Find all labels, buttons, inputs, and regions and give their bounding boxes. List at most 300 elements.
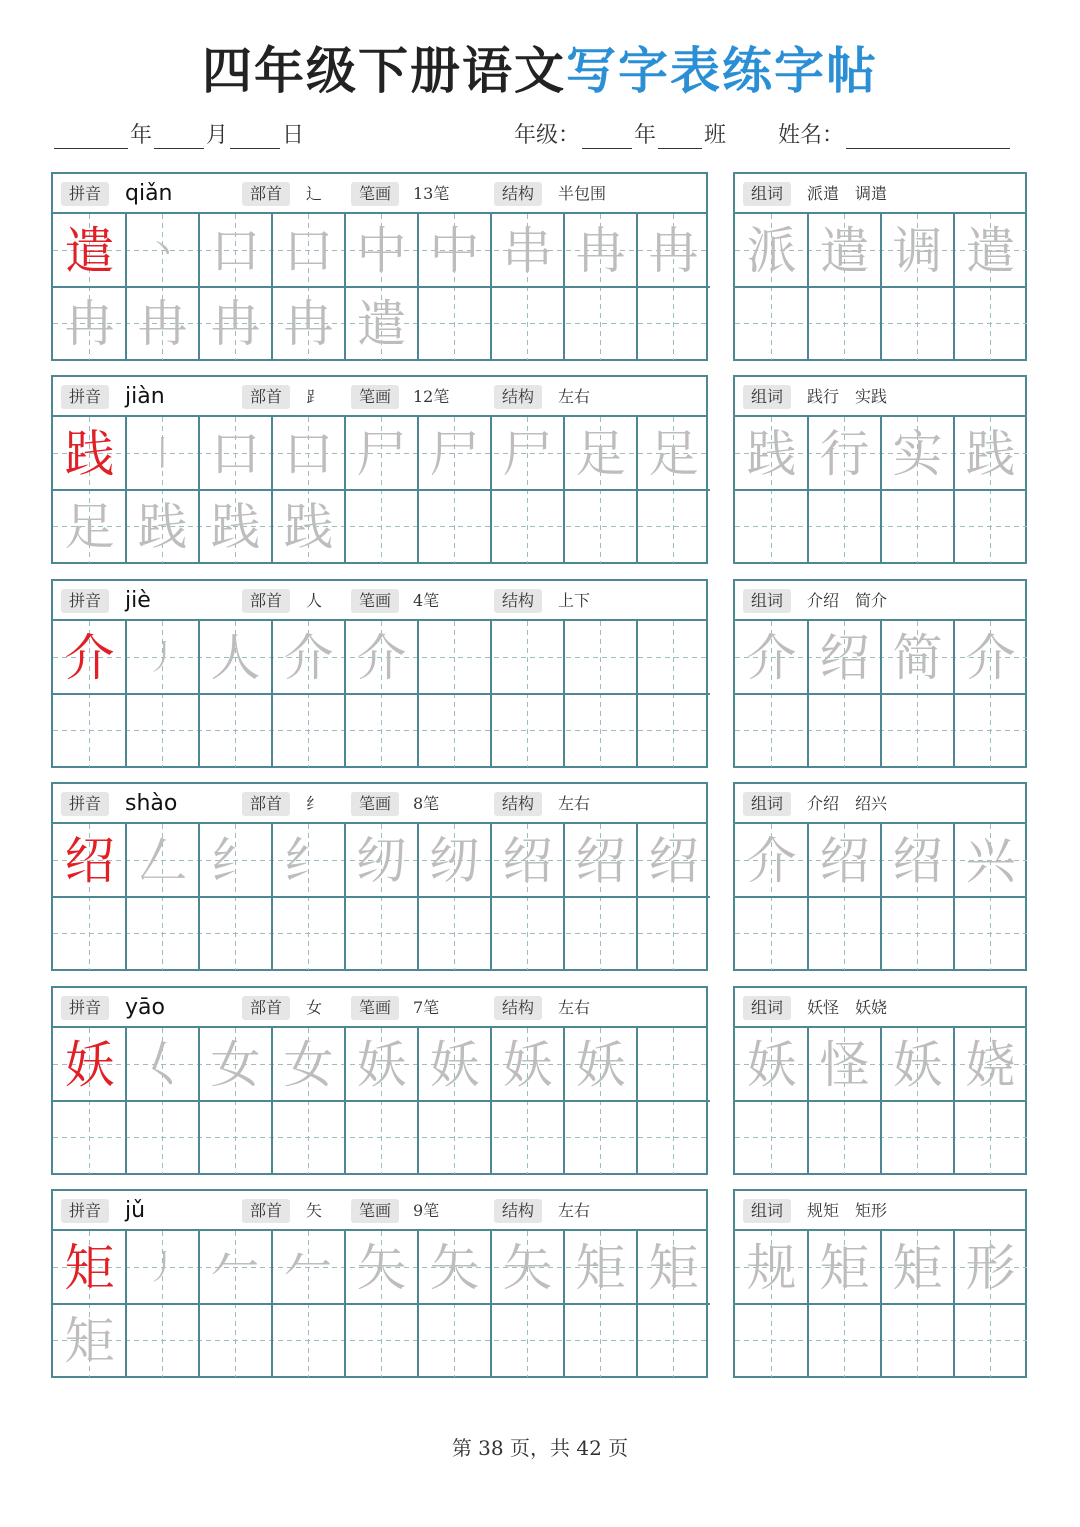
empty-writing-cell[interactable] xyxy=(53,897,126,970)
empty-writing-cell[interactable] xyxy=(418,694,491,767)
stroke-step-cell[interactable] xyxy=(418,214,491,287)
word-trace-cell[interactable] xyxy=(735,1028,808,1101)
words-value: 介绍 绍兴 xyxy=(807,794,888,813)
strokes-value: 9笔 xyxy=(413,1201,440,1220)
empty-writing-cell[interactable] xyxy=(735,1101,808,1174)
stroke-step-cell[interactable] xyxy=(564,1028,637,1101)
stroke-step-cell[interactable] xyxy=(53,1304,126,1377)
name-blank[interactable] xyxy=(846,122,1010,149)
empty-writing-cell[interactable] xyxy=(491,490,564,563)
model-char: 绍 xyxy=(64,831,115,890)
char-info-header xyxy=(53,784,706,824)
structure-tag: 结构 xyxy=(494,589,542,613)
grade-label: 年级： xyxy=(514,123,581,148)
word-trace-char: 遣 xyxy=(819,221,870,280)
stroke-step-cell[interactable] xyxy=(53,490,126,563)
stroke-step-cell[interactable] xyxy=(272,621,345,694)
empty-writing-cell[interactable] xyxy=(881,897,954,970)
stroke-step-cell[interactable] xyxy=(418,417,491,490)
stroke-step-char: 绍 xyxy=(502,831,553,890)
word-practice-panel xyxy=(733,172,1027,361)
pinyin-value: jǔ xyxy=(125,1198,146,1223)
stroke-step-char: 𡿨 xyxy=(137,1035,188,1094)
stroke-step-cell[interactable] xyxy=(199,1231,272,1304)
word-trace-cell[interactable] xyxy=(808,417,881,490)
stroke-step-char: 绍 xyxy=(648,831,699,890)
stroke-step-cell[interactable] xyxy=(345,621,418,694)
empty-writing-cell[interactable] xyxy=(954,1101,1027,1174)
word-trace-char: 介 xyxy=(746,831,797,890)
word-trace-cell[interactable] xyxy=(808,1028,881,1101)
empty-writing-cell[interactable] xyxy=(418,1101,491,1174)
radical-value: ⻊ xyxy=(306,387,323,406)
word-trace-cell[interactable] xyxy=(954,621,1027,694)
char-practice-panel xyxy=(51,782,708,971)
pinyin-tag: 拼音 xyxy=(61,589,109,613)
word-header xyxy=(735,1191,1025,1231)
stroke-step-cell[interactable] xyxy=(345,214,418,287)
word-trace-char: 怪 xyxy=(819,1035,870,1094)
char-info-header xyxy=(53,174,706,214)
stroke-step-cell[interactable] xyxy=(491,1028,564,1101)
stroke-step-cell[interactable] xyxy=(345,824,418,897)
words-value: 妖怪 妖娆 xyxy=(807,998,888,1017)
empty-writing-cell[interactable] xyxy=(53,1101,126,1174)
empty-writing-cell[interactable] xyxy=(345,1101,418,1174)
empty-writing-cell[interactable] xyxy=(491,897,564,970)
stroke-step-char: 纟 xyxy=(210,831,261,890)
day-label: 日 xyxy=(282,123,305,148)
words-tag: 组词 xyxy=(743,589,791,613)
day-blank[interactable] xyxy=(230,122,280,149)
empty-writing-cell[interactable] xyxy=(564,621,637,694)
word-trace-cell[interactable] xyxy=(881,621,954,694)
stroke-step-char: 矢 xyxy=(429,1238,480,1297)
stroke-step-char: 纫 xyxy=(429,831,480,890)
word-trace-cell[interactable] xyxy=(735,417,808,490)
stroke-step-cell[interactable] xyxy=(199,1028,272,1101)
model-char: 介 xyxy=(64,628,115,687)
strokes-value: 13笔 xyxy=(413,184,450,203)
empty-writing-cell[interactable] xyxy=(735,1304,808,1377)
stroke-step-cell[interactable] xyxy=(272,287,345,360)
model-char-cell[interactable] xyxy=(53,824,126,897)
stroke-step-char: 冉 xyxy=(64,294,115,353)
stroke-step-cell[interactable] xyxy=(637,1231,710,1304)
empty-writing-cell[interactable] xyxy=(735,287,808,360)
empty-writing-cell[interactable] xyxy=(637,1101,710,1174)
stroke-step-char: 矢 xyxy=(502,1238,553,1297)
stroke-step-cell[interactable] xyxy=(272,1028,345,1101)
empty-writing-cell[interactable] xyxy=(637,287,710,360)
stroke-step-char: 冉 xyxy=(283,294,334,353)
stroke-step-cell[interactable] xyxy=(564,214,637,287)
stroke-step-char: 妖 xyxy=(356,1035,407,1094)
empty-writing-cell[interactable] xyxy=(126,1101,199,1174)
stroke-step-char: 妖 xyxy=(502,1035,553,1094)
stroke-step-char: 口 xyxy=(283,221,334,280)
structure-value: 半包围 xyxy=(558,184,607,203)
char-info-header xyxy=(53,1191,706,1231)
model-char-cell[interactable] xyxy=(53,1028,126,1101)
stroke-step-cell[interactable] xyxy=(272,824,345,897)
empty-writing-cell[interactable] xyxy=(272,694,345,767)
empty-writing-cell[interactable] xyxy=(735,694,808,767)
word-trace-cell[interactable] xyxy=(954,1231,1027,1304)
word-trace-char: 行 xyxy=(819,424,870,483)
empty-writing-cell[interactable] xyxy=(564,1304,637,1377)
word-trace-char: 形 xyxy=(965,1238,1016,1297)
stroke-step-cell[interactable] xyxy=(491,417,564,490)
word-practice-panel xyxy=(733,782,1027,971)
word-trace-cell[interactable] xyxy=(735,1231,808,1304)
empty-writing-cell[interactable] xyxy=(881,694,954,767)
empty-writing-cell[interactable] xyxy=(637,897,710,970)
empty-writing-cell[interactable] xyxy=(564,897,637,970)
model-char-cell[interactable] xyxy=(53,621,126,694)
word-practice-panel xyxy=(733,986,1027,1175)
word-trace-cell[interactable] xyxy=(808,214,881,287)
empty-writing-cell[interactable] xyxy=(735,897,808,970)
radical-value: 辶 xyxy=(306,184,323,203)
empty-writing-cell[interactable] xyxy=(808,1101,881,1174)
empty-writing-cell[interactable] xyxy=(272,1304,345,1377)
word-trace-char: 矩 xyxy=(892,1238,943,1297)
char-practice-panel xyxy=(51,1189,708,1378)
stroke-step-cell[interactable] xyxy=(199,490,272,563)
stroke-step-cell[interactable] xyxy=(199,621,272,694)
stroke-step-cell[interactable] xyxy=(199,287,272,360)
word-trace-cell[interactable] xyxy=(954,214,1027,287)
grade-class-label: 班 xyxy=(704,123,727,148)
word-practice-panel xyxy=(733,375,1027,564)
words-tag: 组词 xyxy=(743,182,791,206)
empty-writing-cell[interactable] xyxy=(53,694,126,767)
words-tag: 组词 xyxy=(743,1199,791,1223)
word-practice-panel xyxy=(733,579,1027,768)
empty-writing-cell[interactable] xyxy=(808,287,881,360)
stroke-step-cell[interactable] xyxy=(272,1231,345,1304)
stroke-step-cell[interactable] xyxy=(199,824,272,897)
stroke-step-cell[interactable] xyxy=(199,417,272,490)
stroke-step-cell[interactable] xyxy=(637,417,710,490)
stroke-step-char: 矩 xyxy=(575,1238,626,1297)
title-part1: 四年级下册语文 xyxy=(202,42,566,100)
word-trace-char: 简 xyxy=(892,628,943,687)
empty-writing-cell[interactable] xyxy=(881,287,954,360)
word-trace-char: 矩 xyxy=(819,1238,870,1297)
stroke-step-char: 冉 xyxy=(575,221,626,280)
stroke-step-cell[interactable] xyxy=(491,214,564,287)
empty-writing-cell[interactable] xyxy=(199,897,272,970)
date-fill-line xyxy=(52,118,304,152)
pinyin-tag: 拼音 xyxy=(61,182,109,206)
empty-writing-cell[interactable] xyxy=(272,1101,345,1174)
stroke-step-char: 妖 xyxy=(429,1035,480,1094)
stroke-step-cell[interactable] xyxy=(418,824,491,897)
empty-writing-cell[interactable] xyxy=(637,1028,710,1101)
empty-writing-cell[interactable] xyxy=(954,694,1027,767)
stroke-step-char: 矩 xyxy=(64,1311,115,1370)
word-trace-cell[interactable] xyxy=(954,417,1027,490)
stroke-step-char: 足 xyxy=(64,497,115,556)
word-trace-cell[interactable] xyxy=(881,214,954,287)
word-trace-char: 娆 xyxy=(965,1035,1016,1094)
word-trace-cell[interactable] xyxy=(881,1231,954,1304)
empty-writing-cell[interactable] xyxy=(199,694,272,767)
stroke-step-cell[interactable] xyxy=(126,1028,199,1101)
radical-value: 矢 xyxy=(306,1201,323,1220)
radical-tag: 部首 xyxy=(242,589,290,613)
word-trace-cell[interactable] xyxy=(735,621,808,694)
stroke-step-char: 口 xyxy=(210,424,261,483)
stroke-step-cell[interactable] xyxy=(126,417,199,490)
empty-writing-cell[interactable] xyxy=(564,1101,637,1174)
empty-writing-cell[interactable] xyxy=(954,897,1027,970)
stroke-step-cell[interactable] xyxy=(564,1231,637,1304)
char-practice-panel xyxy=(51,986,708,1175)
empty-writing-cell[interactable] xyxy=(126,897,199,970)
stroke-step-cell[interactable] xyxy=(345,417,418,490)
stroke-step-char: 口 xyxy=(210,221,261,280)
word-trace-cell[interactable] xyxy=(954,824,1027,897)
structure-tag: 结构 xyxy=(494,182,542,206)
stroke-step-char: 妖 xyxy=(575,1035,626,1094)
stroke-step-cell[interactable] xyxy=(272,214,345,287)
stroke-step-char: 介 xyxy=(356,628,407,687)
stroke-step-char: 丨 xyxy=(145,433,180,474)
empty-writing-cell[interactable] xyxy=(881,1101,954,1174)
stroke-step-cell[interactable] xyxy=(53,287,126,360)
stroke-step-char: 冉 xyxy=(648,221,699,280)
char-practice-panel xyxy=(51,172,708,361)
word-trace-char: 派 xyxy=(746,221,797,280)
word-trace-cell[interactable] xyxy=(881,1028,954,1101)
empty-writing-cell[interactable] xyxy=(637,490,710,563)
model-char-cell[interactable] xyxy=(53,214,126,287)
strokes-value: 7笔 xyxy=(413,998,440,1017)
empty-writing-cell[interactable] xyxy=(564,490,637,563)
empty-writing-cell[interactable] xyxy=(491,621,564,694)
words-value: 介绍 简介 xyxy=(807,591,888,610)
structure-value: 左右 xyxy=(558,387,591,406)
stroke-step-char: 介 xyxy=(283,628,334,687)
radical-tag: 部首 xyxy=(242,1199,290,1223)
stroke-step-cell[interactable] xyxy=(199,214,272,287)
word-trace-char: 遣 xyxy=(965,221,1016,280)
structure-tag: 结构 xyxy=(494,996,542,1020)
empty-writing-cell[interactable] xyxy=(418,490,491,563)
empty-writing-cell[interactable] xyxy=(491,1304,564,1377)
stroke-step-cell[interactable] xyxy=(345,1028,418,1101)
pinyin-tag: 拼音 xyxy=(61,385,109,409)
stroke-step-char: 践 xyxy=(210,497,261,556)
stroke-step-cell[interactable] xyxy=(345,287,418,360)
empty-writing-cell[interactable] xyxy=(564,287,637,360)
stroke-step-char: 𠂉 xyxy=(283,1238,334,1297)
empty-writing-cell[interactable] xyxy=(637,621,710,694)
pinyin-value: yāo xyxy=(125,995,165,1020)
stroke-step-cell[interactable] xyxy=(491,824,564,897)
stroke-step-cell[interactable] xyxy=(126,287,199,360)
stroke-step-cell[interactable] xyxy=(126,214,199,287)
structure-value: 左右 xyxy=(558,1201,591,1220)
radical-tag: 部首 xyxy=(242,996,290,1020)
stroke-step-cell[interactable] xyxy=(126,1231,199,1304)
word-trace-char: 调 xyxy=(892,221,943,280)
empty-writing-cell[interactable] xyxy=(418,897,491,970)
empty-writing-cell[interactable] xyxy=(418,1304,491,1377)
word-trace-cell[interactable] xyxy=(808,824,881,897)
model-char-cell[interactable] xyxy=(53,417,126,490)
empty-writing-cell[interactable] xyxy=(418,287,491,360)
stroke-step-cell[interactable] xyxy=(637,824,710,897)
structure-value: 上下 xyxy=(558,591,591,610)
strokes-tag: 笔画 xyxy=(351,182,399,206)
stroke-step-cell[interactable] xyxy=(564,417,637,490)
stroke-step-char: 女 xyxy=(210,1035,261,1094)
words-value: 规矩 矩形 xyxy=(807,1201,888,1220)
stroke-step-char: 尸 xyxy=(356,424,407,483)
grade-fill-line xyxy=(514,118,726,152)
strokes-value: 4笔 xyxy=(413,591,440,610)
word-trace-cell[interactable] xyxy=(735,824,808,897)
empty-writing-cell[interactable] xyxy=(491,694,564,767)
stroke-step-char: 践 xyxy=(137,497,188,556)
word-trace-cell[interactable] xyxy=(808,621,881,694)
stroke-step-char: 纟 xyxy=(283,831,334,890)
stroke-step-cell[interactable] xyxy=(491,1231,564,1304)
empty-writing-cell[interactable] xyxy=(637,1304,710,1377)
empty-writing-cell[interactable] xyxy=(345,1304,418,1377)
grade-year-blank[interactable] xyxy=(582,122,632,149)
word-trace-char: 规 xyxy=(746,1238,797,1297)
word-trace-char: 绍 xyxy=(819,628,870,687)
grade-year-label: 年 xyxy=(634,123,657,148)
empty-writing-cell[interactable] xyxy=(808,1304,881,1377)
empty-writing-cell[interactable] xyxy=(637,694,710,767)
pinyin-value: shào xyxy=(125,791,178,816)
strokes-tag: 笔画 xyxy=(351,589,399,613)
word-trace-cell[interactable] xyxy=(735,214,808,287)
title-part2: 写字表练字帖 xyxy=(566,42,878,100)
stroke-step-char: 口 xyxy=(283,424,334,483)
strokes-tag: 笔画 xyxy=(351,1199,399,1223)
empty-writing-cell[interactable] xyxy=(954,287,1027,360)
pinyin-value: jiàn xyxy=(125,384,165,409)
strokes-value: 12笔 xyxy=(413,387,450,406)
stroke-step-char: 足 xyxy=(575,424,626,483)
empty-writing-cell[interactable] xyxy=(808,694,881,767)
stroke-step-char: 中 xyxy=(356,221,407,280)
words-value: 派遣 调遣 xyxy=(807,184,888,203)
stroke-step-char: 女 xyxy=(283,1035,334,1094)
strokes-tag: 笔画 xyxy=(351,996,399,1020)
stroke-step-char: 矢 xyxy=(356,1238,407,1297)
model-char: 遣 xyxy=(64,221,115,280)
stroke-step-char: 串 xyxy=(502,221,553,280)
word-trace-char: 践 xyxy=(746,424,797,483)
empty-writing-cell[interactable] xyxy=(418,621,491,694)
stroke-step-char: 纫 xyxy=(356,831,407,890)
word-trace-cell[interactable] xyxy=(881,417,954,490)
empty-writing-cell[interactable] xyxy=(272,897,345,970)
empty-writing-cell[interactable] xyxy=(126,1304,199,1377)
empty-writing-cell[interactable] xyxy=(345,694,418,767)
empty-writing-cell[interactable] xyxy=(954,490,1027,563)
stroke-step-cell[interactable] xyxy=(126,490,199,563)
pinyin-tag: 拼音 xyxy=(61,996,109,1020)
empty-writing-cell[interactable] xyxy=(345,897,418,970)
stroke-step-char: 践 xyxy=(283,497,334,556)
empty-writing-cell[interactable] xyxy=(735,490,808,563)
word-trace-char: 绍 xyxy=(892,831,943,890)
pinyin-tag: 拼音 xyxy=(61,1199,109,1223)
month-label: 月 xyxy=(206,123,229,148)
model-char: 妖 xyxy=(64,1035,115,1094)
stroke-step-cell[interactable] xyxy=(345,1231,418,1304)
empty-writing-cell[interactable] xyxy=(199,1304,272,1377)
stroke-step-cell[interactable] xyxy=(418,1028,491,1101)
word-trace-char: 介 xyxy=(965,628,1016,687)
empty-writing-cell[interactable] xyxy=(881,1304,954,1377)
stroke-step-cell[interactable] xyxy=(126,621,199,694)
stroke-step-cell[interactable] xyxy=(272,490,345,563)
strokes-tag: 笔画 xyxy=(351,385,399,409)
empty-writing-cell[interactable] xyxy=(881,490,954,563)
word-trace-cell[interactable] xyxy=(881,824,954,897)
stroke-step-char: 冉 xyxy=(137,294,188,353)
stroke-step-cell[interactable] xyxy=(418,1231,491,1304)
stroke-step-char: 中 xyxy=(429,221,480,280)
word-header xyxy=(735,988,1025,1028)
words-tag: 组词 xyxy=(743,792,791,816)
pinyin-value: qiǎn xyxy=(125,181,173,206)
char-info-header xyxy=(53,988,706,1028)
structure-value: 左右 xyxy=(558,794,591,813)
empty-writing-cell[interactable] xyxy=(808,490,881,563)
stroke-step-char: 矩 xyxy=(648,1238,699,1297)
model-char-cell[interactable] xyxy=(53,1231,126,1304)
empty-writing-cell[interactable] xyxy=(491,1101,564,1174)
words-tag: 组词 xyxy=(743,996,791,1020)
empty-writing-cell[interactable] xyxy=(345,490,418,563)
stroke-step-char: 丿 xyxy=(145,1247,180,1288)
empty-writing-cell[interactable] xyxy=(564,694,637,767)
word-trace-cell[interactable] xyxy=(808,1231,881,1304)
empty-writing-cell[interactable] xyxy=(491,287,564,360)
empty-writing-cell[interactable] xyxy=(808,897,881,970)
words-tag: 组词 xyxy=(743,385,791,409)
word-trace-cell[interactable] xyxy=(954,1028,1027,1101)
stroke-step-cell[interactable] xyxy=(272,417,345,490)
stroke-step-cell[interactable] xyxy=(126,824,199,897)
radical-tag: 部首 xyxy=(242,182,290,206)
stroke-step-char: 遣 xyxy=(356,294,407,353)
stroke-step-cell[interactable] xyxy=(637,214,710,287)
year-label: 年 xyxy=(130,123,153,148)
grade-class-blank[interactable] xyxy=(658,122,702,149)
stroke-step-cell[interactable] xyxy=(564,824,637,897)
empty-writing-cell[interactable] xyxy=(954,1304,1027,1377)
stroke-step-char: 足 xyxy=(648,424,699,483)
radical-value: 纟 xyxy=(306,794,323,813)
year-blank[interactable] xyxy=(54,122,128,149)
word-trace-char: 介 xyxy=(746,628,797,687)
empty-writing-cell[interactable] xyxy=(126,694,199,767)
month-blank[interactable] xyxy=(154,122,204,149)
empty-writing-cell[interactable] xyxy=(199,1101,272,1174)
